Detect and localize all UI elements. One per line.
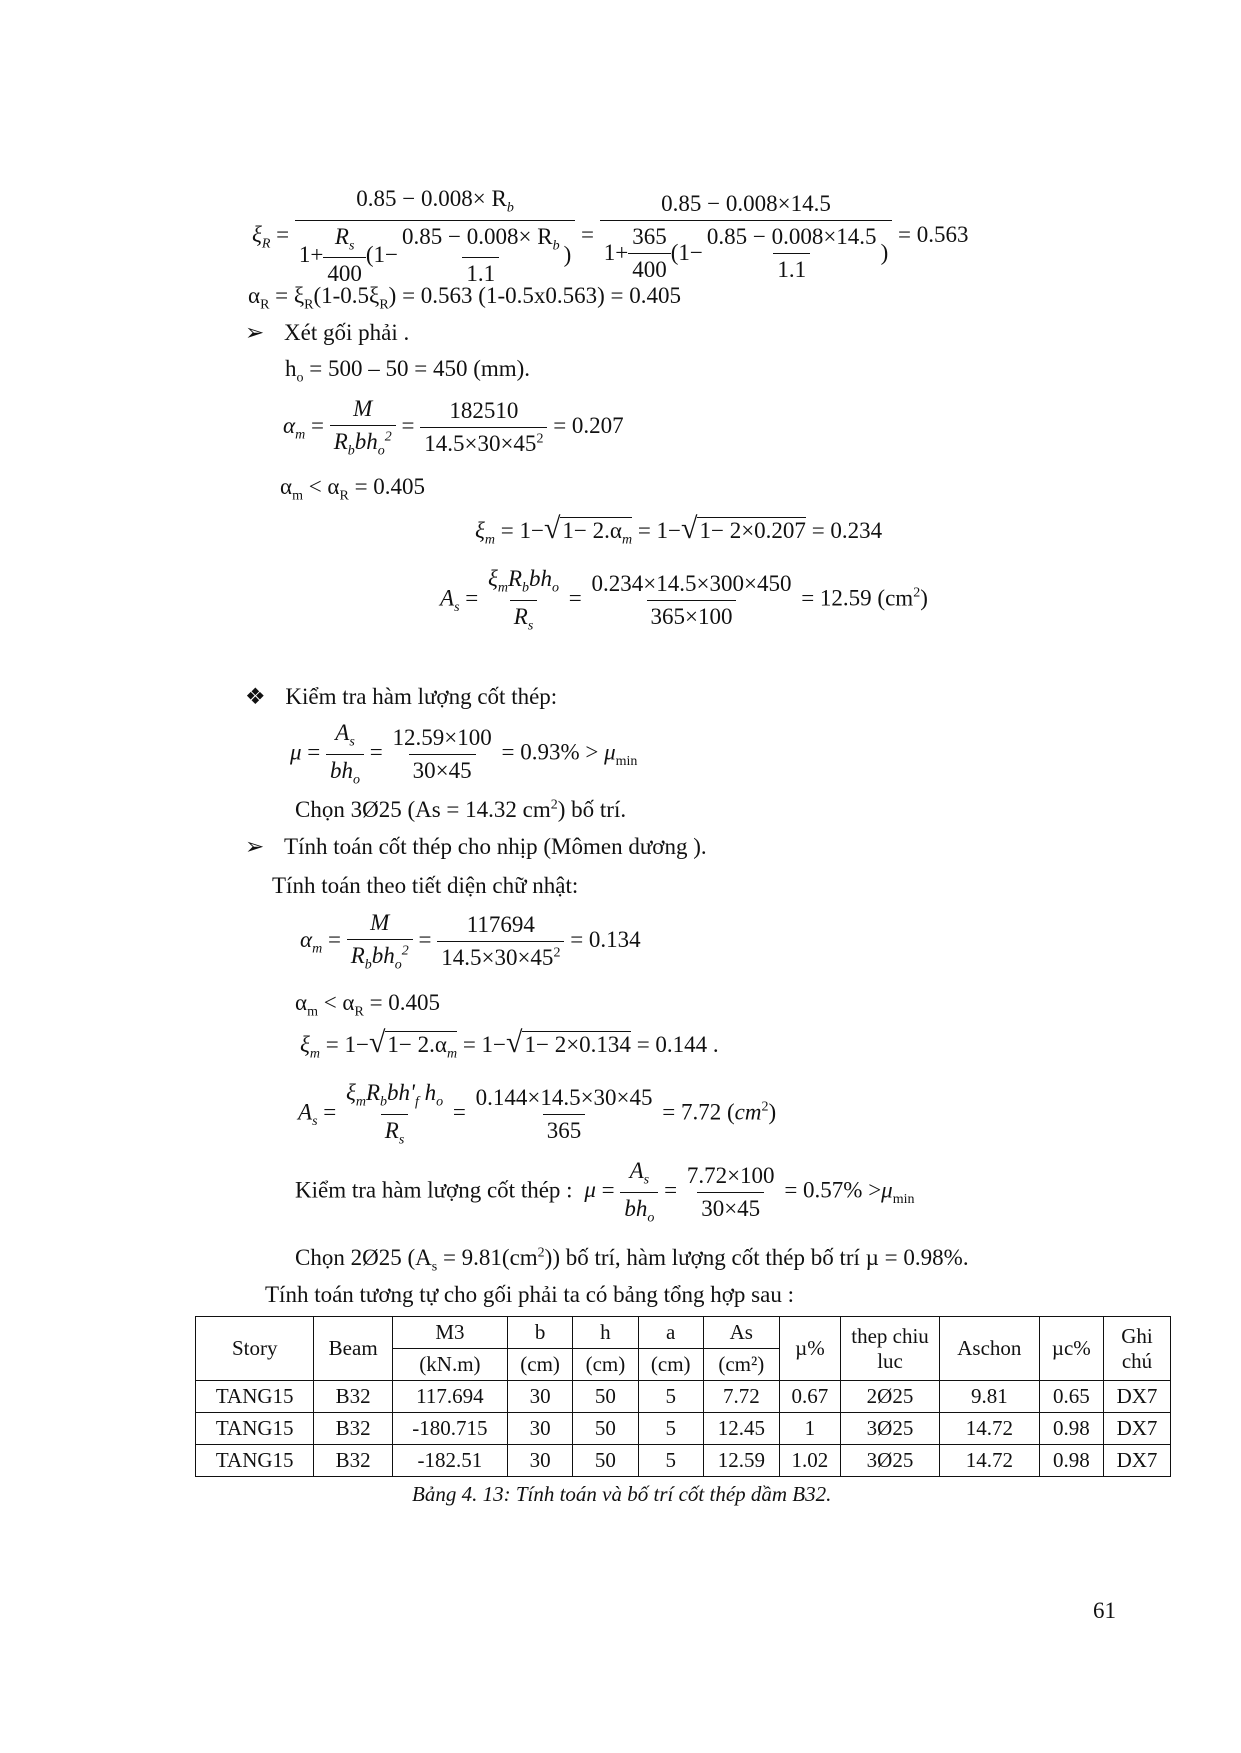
header-b: b bbox=[507, 1317, 572, 1349]
cell: 0.98 bbox=[1039, 1445, 1103, 1477]
xi-m-formula-1: $\xi_m = 1-√1- 2.\alpha_m = 1-√1- 2\times 0.207 = 0.234$ bbox=[475, 512, 883, 548]
unit-m3: (kN.m) bbox=[392, 1349, 507, 1381]
bullet-right-support: ➢ Xét gối phải . bbox=[245, 320, 410, 345]
xi-r-formula: $\xi_R$ = $0.85 - 0.008\times R_b$ 1+ $\frac{R_s}{400}$ (1− $\frac{0.85 - 0.008\times R_b}{1.1}$ ) = 0.85 − 0.008×14.5 1+ $\frac{365}{400}$ (1− $\frac{0.85 - 0.008\times 14.5}{1.1}$ ) = 0.563 bbox=[252, 186, 969, 287]
summary-table bbox=[195, 1316, 1171, 1477]
cell: 1.02 bbox=[779, 1445, 840, 1477]
diamond-bullet-icon: ❖ bbox=[245, 684, 266, 709]
rect-section-line: Tính toán theo tiết diện chữ nhật: bbox=[272, 873, 579, 898]
cell: B32 bbox=[314, 1381, 392, 1413]
mu-formula-1: μ = $\frac{A_s}{bh_o}$ = $\frac{12.59\times 100}{30\times 45}$ = $0.93\% > \mu_{min}$ bbox=[290, 720, 638, 788]
header-ghichu: Ghi chú bbox=[1104, 1317, 1171, 1381]
unit-b: (cm) bbox=[507, 1349, 572, 1381]
compare-line-1: $\alpha_m < \alpha_R = 0.405$ bbox=[280, 474, 426, 504]
as-formula-1: $A_s$ = $\frac{\xi_mR_bbh_o}{R_s}$ = $\frac{0.234\times 14.5\times 300\times 450}{365\times 100}$ = 12.59 $(cm^2)$ bbox=[440, 566, 928, 634]
cell: DX7 bbox=[1104, 1413, 1171, 1445]
cell: TANG15 bbox=[196, 1445, 314, 1477]
check-steel-ratio-1: ❖ Kiểm tra hàm lượng cốt thép: bbox=[245, 684, 558, 709]
as-formula-2: $A_s$ = $\frac{\xi_mR_bbh'_f h_o}{R_s}$ = $\frac{0.144\times 14.5\times 30\times 45}{365}$ = 7.72 $(cm^2)$ bbox=[298, 1080, 777, 1148]
cell: 50 bbox=[573, 1445, 638, 1477]
cell: 14.72 bbox=[940, 1445, 1040, 1477]
alpha-m-formula-2: $\alpha_m$ = $\frac{M}{R_bbh_o^2}$ = $\frac{117694}{14.5\times 30\times 45^2}$ = 0.134 bbox=[300, 910, 641, 973]
cell: 12.45 bbox=[703, 1413, 779, 1445]
page-number: 61 bbox=[1093, 1598, 1116, 1623]
cell: 30 bbox=[507, 1413, 572, 1445]
cell: -182.51 bbox=[392, 1445, 507, 1477]
cell: DX7 bbox=[1104, 1381, 1171, 1413]
header-h: h bbox=[573, 1317, 638, 1349]
compare-line-2: $\alpha_m < \alpha_R = 0.405$ bbox=[295, 990, 441, 1020]
cell: 5 bbox=[638, 1381, 703, 1413]
header-m3: M3 bbox=[392, 1317, 507, 1349]
cell: B32 bbox=[314, 1413, 392, 1445]
header-thep: thep chiu luc bbox=[841, 1317, 940, 1381]
bullet-span-calc: ➢ Tính toán cốt thép cho nhịp (Mômen dương ). bbox=[245, 834, 707, 859]
cell: 0.65 bbox=[1039, 1381, 1103, 1413]
table-header-row bbox=[196, 1317, 1171, 1349]
arrow-bullet-icon: ➢ bbox=[245, 320, 265, 345]
unit-as: (cm²) bbox=[703, 1349, 779, 1381]
table-row bbox=[196, 1445, 1171, 1477]
cell: 5 bbox=[638, 1413, 703, 1445]
header-muc: µc% bbox=[1039, 1317, 1103, 1381]
cell: 30 bbox=[507, 1381, 572, 1413]
cell: 117.694 bbox=[392, 1381, 507, 1413]
similar-calc-line: Tính toán tương tự cho gối phải ta có bảng tổng hợp sau : bbox=[265, 1282, 794, 1307]
cell: 14.72 bbox=[940, 1413, 1040, 1445]
mu-formula-2: Kiểm tra hàm lượng cốt thép : μ = $\frac{A_s}{bh_o}$ = $\frac{7.72\times 100}{30\times 45}$ = $0.57\% >\mu_{min}$ bbox=[295, 1158, 915, 1226]
cell: 1 bbox=[779, 1413, 840, 1445]
cell: 3Ø25 bbox=[841, 1413, 940, 1445]
cell: TANG15 bbox=[196, 1381, 314, 1413]
cell: 12.59 bbox=[703, 1445, 779, 1477]
header-story: Story bbox=[196, 1317, 314, 1381]
table-row bbox=[196, 1381, 1171, 1413]
choose-line-2: Chọn 2Ø25 $(A_s = 9.81(cm^2))$ bố trí, hàm lượng cốt thép bố trí µ = 0.98%. bbox=[295, 1245, 969, 1275]
cell: TANG15 bbox=[196, 1413, 314, 1445]
cell: 30 bbox=[507, 1445, 572, 1477]
xi-m-formula-2: $\xi_m = 1-√1- 2.\alpha_m = 1-√1- 2\times 0.134 = 0.144$ . bbox=[300, 1026, 719, 1062]
arrow-bullet-icon: ➢ bbox=[245, 834, 265, 859]
table-caption: Bảng 4. 13: Tính toán và bố trí cốt thép dầm B32. bbox=[412, 1482, 832, 1506]
header-mu: µ% bbox=[779, 1317, 840, 1381]
cell: 9.81 bbox=[940, 1381, 1040, 1413]
cell: B32 bbox=[314, 1445, 392, 1477]
cell: DX7 bbox=[1104, 1445, 1171, 1477]
cell: -180.715 bbox=[392, 1413, 507, 1445]
unit-h: (cm) bbox=[573, 1349, 638, 1381]
alpha-m-formula-1: $\alpha_m$ = $\frac{M}{R_bbh_o^2}$ = $\frac{182510}{14.5\times 30\times 45^2}$ = 0.207 bbox=[283, 396, 624, 459]
cell: 0.98 bbox=[1039, 1413, 1103, 1445]
cell: 50 bbox=[573, 1381, 638, 1413]
header-a: a bbox=[638, 1317, 703, 1349]
cell: 50 bbox=[573, 1413, 638, 1445]
choose-line-1: Chọn 3Ø25 (As = 14.32 $cm^2$) bố trí. bbox=[295, 797, 627, 822]
table-row bbox=[196, 1413, 1171, 1445]
cell: 2Ø25 bbox=[841, 1381, 940, 1413]
unit-a: (cm) bbox=[638, 1349, 703, 1381]
cell: 7.72 bbox=[703, 1381, 779, 1413]
alpha-r-line: $\alpha_R = \xi_R(1-0.5\xi_R) = 0.563$ (1-0.5x0.563) = 0.405 bbox=[248, 283, 681, 313]
header-beam: Beam bbox=[314, 1317, 392, 1381]
header-as: As bbox=[703, 1317, 779, 1349]
header-aschon: Aschon bbox=[940, 1317, 1040, 1381]
ho-line: $h_o = 500 - 50 = 450$ (mm). bbox=[285, 356, 531, 386]
cell: 3Ø25 bbox=[841, 1445, 940, 1477]
cell: 5 bbox=[638, 1445, 703, 1477]
cell: 0.67 bbox=[779, 1381, 840, 1413]
